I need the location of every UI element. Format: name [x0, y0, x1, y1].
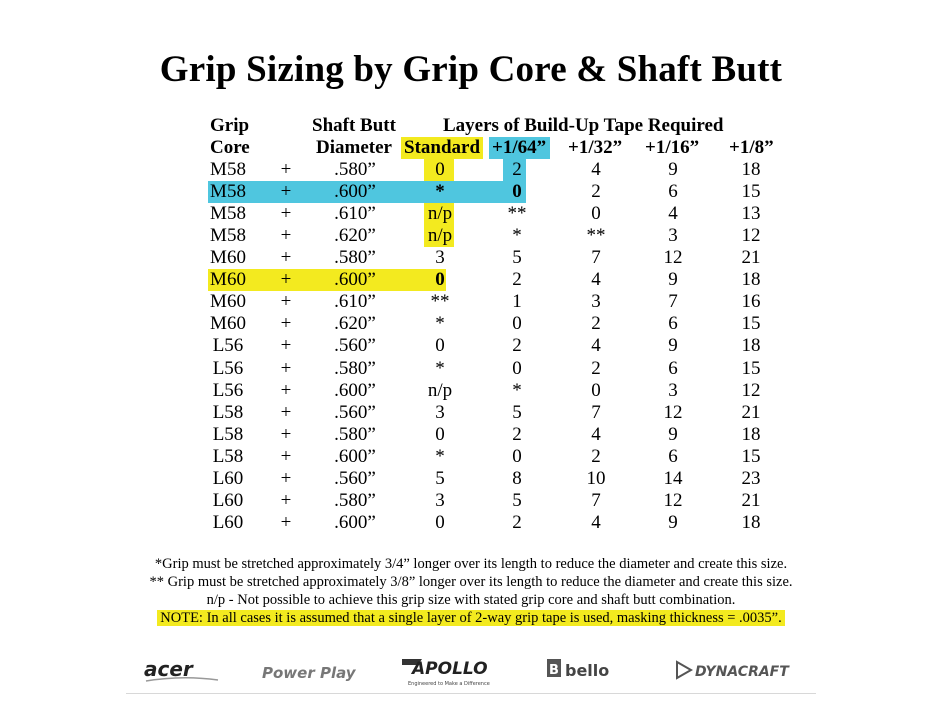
page-title: Grip Sizing by Grip Core & Shaft Butt: [159, 49, 783, 90]
footnote-one-star: *Grip must be stretched approximately 3/4” longer over its length to reduce the diameter and create this size.: [154, 556, 788, 572]
cell-core: M58: [210, 203, 246, 224]
cell-plus: +: [280, 181, 292, 202]
cell-c1-16: 9: [668, 335, 678, 356]
cell-diameter: .600”: [334, 269, 376, 290]
cell-plus: +: [280, 402, 292, 423]
cell-c1-32: 2: [591, 181, 601, 202]
footnote-note-wrapper: [0, 609, 942, 627]
cell-c1-16: 9: [668, 269, 678, 290]
header-diameter: Diameter: [316, 137, 392, 158]
cell-diameter: .600”: [334, 181, 376, 202]
cell-core: M60: [210, 247, 246, 268]
cell-c1-64: 8: [512, 468, 522, 489]
cell-core: L58: [212, 402, 244, 423]
cell-diameter: .610”: [334, 291, 376, 312]
cell-core: M60: [210, 291, 246, 312]
header-plus-1-16: +1/16”: [645, 137, 700, 158]
cell-diameter: .580”: [334, 424, 376, 445]
cell-plus: +: [280, 159, 292, 180]
cell-standard: **: [430, 291, 450, 312]
cell-standard: *: [435, 313, 445, 334]
cell-c1-64: 2: [512, 424, 522, 445]
cell-diameter: .580”: [334, 247, 376, 268]
cell-c1-64: 2: [512, 269, 522, 290]
cell-plus: +: [280, 512, 292, 533]
cell-standard: *: [435, 358, 445, 379]
cell-c1-64: 0: [512, 181, 522, 202]
cell-plus: +: [280, 468, 292, 489]
cell-standard: 0: [435, 335, 445, 356]
cell-c1-64: *: [512, 225, 522, 246]
svg-text:B: B: [549, 663, 559, 678]
cell-c1-16: 6: [668, 181, 678, 202]
dynacraft-logo-text: DYNACRAFT: [695, 664, 789, 680]
cell-c1-8: 16: [741, 291, 761, 312]
cell-plus: +: [280, 380, 292, 401]
cell-c1-32: 0: [591, 380, 601, 401]
cell-diameter: .620”: [334, 313, 376, 334]
cell-c1-32: **: [586, 225, 606, 246]
cell-c1-8: 12: [741, 380, 761, 401]
cell-diameter: .600”: [334, 446, 376, 467]
cell-c1-16: 12: [663, 490, 683, 511]
cell-c1-64: 0: [512, 446, 522, 467]
cell-diameter: .560”: [334, 335, 376, 356]
header-plus-1-8: +1/8”: [729, 137, 774, 158]
cell-standard: 0: [435, 424, 445, 445]
cell-c1-32: 4: [591, 424, 601, 445]
cell-diameter: .600”: [334, 512, 376, 533]
header-standard: Standard: [404, 137, 481, 158]
header-plus-1-32: +1/32”: [568, 137, 623, 158]
apollo-logo-text: APOLLO: [412, 659, 488, 679]
cell-c1-16: 7: [668, 291, 678, 312]
cell-standard: 0: [435, 269, 445, 290]
cell-diameter: .560”: [334, 468, 376, 489]
cell-c1-32: 3: [591, 291, 601, 312]
cell-c1-16: 3: [668, 225, 678, 246]
cell-c1-8: 15: [741, 181, 761, 202]
cell-standard: *: [435, 446, 445, 467]
cell-c1-8: 23: [741, 468, 761, 489]
header-core: Core: [210, 137, 250, 158]
cell-standard: n/p: [427, 203, 453, 224]
cell-c1-8: 21: [741, 490, 761, 511]
cell-core: L56: [212, 380, 244, 401]
header-layers: Layers of Build-Up Tape Required: [443, 115, 724, 136]
cell-c1-32: 2: [591, 313, 601, 334]
cell-diameter: .560”: [334, 402, 376, 423]
cell-c1-32: 7: [591, 247, 601, 268]
cell-c1-32: 0: [591, 203, 601, 224]
cell-standard: 5: [435, 468, 445, 489]
cell-standard: 3: [435, 490, 445, 511]
cell-c1-8: 18: [741, 512, 761, 533]
cell-c1-64: 0: [512, 358, 522, 379]
cell-c1-8: 18: [741, 335, 761, 356]
cell-core: L60: [212, 512, 244, 533]
cell-c1-32: 2: [591, 446, 601, 467]
cell-plus: +: [280, 203, 292, 224]
cell-plus: +: [280, 269, 292, 290]
cell-c1-16: 4: [668, 203, 678, 224]
cell-c1-32: 4: [591, 335, 601, 356]
cell-c1-32: 10: [586, 468, 606, 489]
cell-c1-16: 9: [668, 512, 678, 533]
dynacraft-logo: [675, 648, 815, 692]
cell-plus: +: [280, 335, 292, 356]
header-grip: Grip: [210, 115, 250, 136]
acer-logo-text: acer: [144, 657, 193, 681]
cell-c1-16: 9: [668, 159, 678, 180]
cell-c1-16: 9: [668, 424, 678, 445]
cell-plus: +: [280, 490, 292, 511]
cell-c1-8: 15: [741, 358, 761, 379]
cell-c1-16: 12: [663, 402, 683, 423]
cell-core: M58: [210, 225, 246, 246]
cell-c1-16: 6: [668, 313, 678, 334]
header-plus-1-64: +1/64”: [492, 137, 547, 158]
cell-plus: +: [280, 313, 292, 334]
acer-logo: [142, 648, 222, 692]
footnote-two-star: ** Grip must be stretched approximately 3/8” longer over its length to reduce the diameter and create this size.: [149, 574, 793, 590]
cell-core: M60: [210, 269, 246, 290]
cell-core: M60: [210, 313, 246, 334]
footnote-not-possible: n/p - Not possible to achieve this grip size with stated grip core and shaft butt combination.: [206, 592, 736, 608]
bottom-divider: [126, 693, 816, 694]
cell-c1-64: 5: [512, 490, 522, 511]
cell-c1-64: 2: [512, 159, 522, 180]
footnote-note: NOTE: In all cases it is assumed that a single layer of 2-way grip tape is used, masking thickness = .0035”.: [157, 610, 784, 626]
cell-c1-8: 18: [741, 424, 761, 445]
cell-c1-32: 4: [591, 512, 601, 533]
cell-c1-64: 5: [512, 247, 522, 268]
apollo-logo: [398, 648, 498, 692]
powerplay-logo: [260, 648, 360, 692]
cell-c1-64: 1: [512, 291, 522, 312]
cell-c1-16: 6: [668, 446, 678, 467]
cell-c1-64: 2: [512, 335, 522, 356]
cell-plus: +: [280, 291, 292, 312]
cell-c1-64: 2: [512, 512, 522, 533]
cell-core: L60: [212, 490, 244, 511]
cell-c1-8: 15: [741, 313, 761, 334]
cell-c1-32: 7: [591, 402, 601, 423]
cell-diameter: .600”: [334, 380, 376, 401]
cell-c1-32: 7: [591, 490, 601, 511]
cell-c1-16: 12: [663, 247, 683, 268]
cell-c1-8: 12: [741, 225, 761, 246]
cell-standard: 0: [435, 512, 445, 533]
cell-c1-8: 18: [741, 269, 761, 290]
cell-c1-8: 18: [741, 159, 761, 180]
cell-diameter: .620”: [334, 225, 376, 246]
cell-plus: +: [280, 358, 292, 379]
cell-standard: 3: [435, 402, 445, 423]
bello-logo-text: bello: [565, 661, 610, 680]
cell-c1-8: 13: [741, 203, 761, 224]
cell-standard: 3: [435, 247, 445, 268]
cell-plus: +: [280, 424, 292, 445]
cell-plus: +: [280, 247, 292, 268]
cell-c1-64: 0: [512, 313, 522, 334]
cell-diameter: .580”: [334, 159, 376, 180]
cell-diameter: .580”: [334, 490, 376, 511]
cell-c1-8: 21: [741, 247, 761, 268]
cell-standard: n/p: [427, 380, 453, 401]
cell-c1-16: 3: [668, 380, 678, 401]
cell-core: L58: [212, 446, 244, 467]
cell-standard: 0: [435, 159, 445, 180]
cell-core: L56: [212, 335, 244, 356]
cell-c1-64: 5: [512, 402, 522, 423]
cell-diameter: .580”: [334, 358, 376, 379]
apollo-logo-tagline: Engineered to Make a Difference: [408, 681, 490, 687]
cell-core: L60: [212, 468, 244, 489]
powerplay-logo-text: Power Play: [262, 664, 356, 682]
cell-standard: *: [435, 181, 445, 202]
cell-core: M58: [210, 181, 246, 202]
cell-c1-32: 2: [591, 358, 601, 379]
cell-diameter: .610”: [334, 203, 376, 224]
cell-plus: +: [280, 225, 292, 246]
header-shaft-butt: Shaft Butt: [312, 115, 396, 136]
cell-c1-64: **: [507, 203, 527, 224]
cell-c1-8: 15: [741, 446, 761, 467]
sponsor-logos: [120, 648, 820, 692]
cell-core: L58: [212, 424, 244, 445]
cell-c1-32: 4: [591, 269, 601, 290]
cell-core: M58: [210, 159, 246, 180]
cell-c1-32: 4: [591, 159, 601, 180]
bello-logo: [545, 648, 625, 692]
cell-c1-64: *: [512, 380, 522, 401]
cell-c1-16: 6: [668, 358, 678, 379]
cell-plus: +: [280, 446, 292, 467]
cell-c1-8: 21: [741, 402, 761, 423]
cell-core: L56: [212, 358, 244, 379]
cell-standard: n/p: [427, 225, 453, 246]
cell-c1-16: 14: [663, 468, 683, 489]
